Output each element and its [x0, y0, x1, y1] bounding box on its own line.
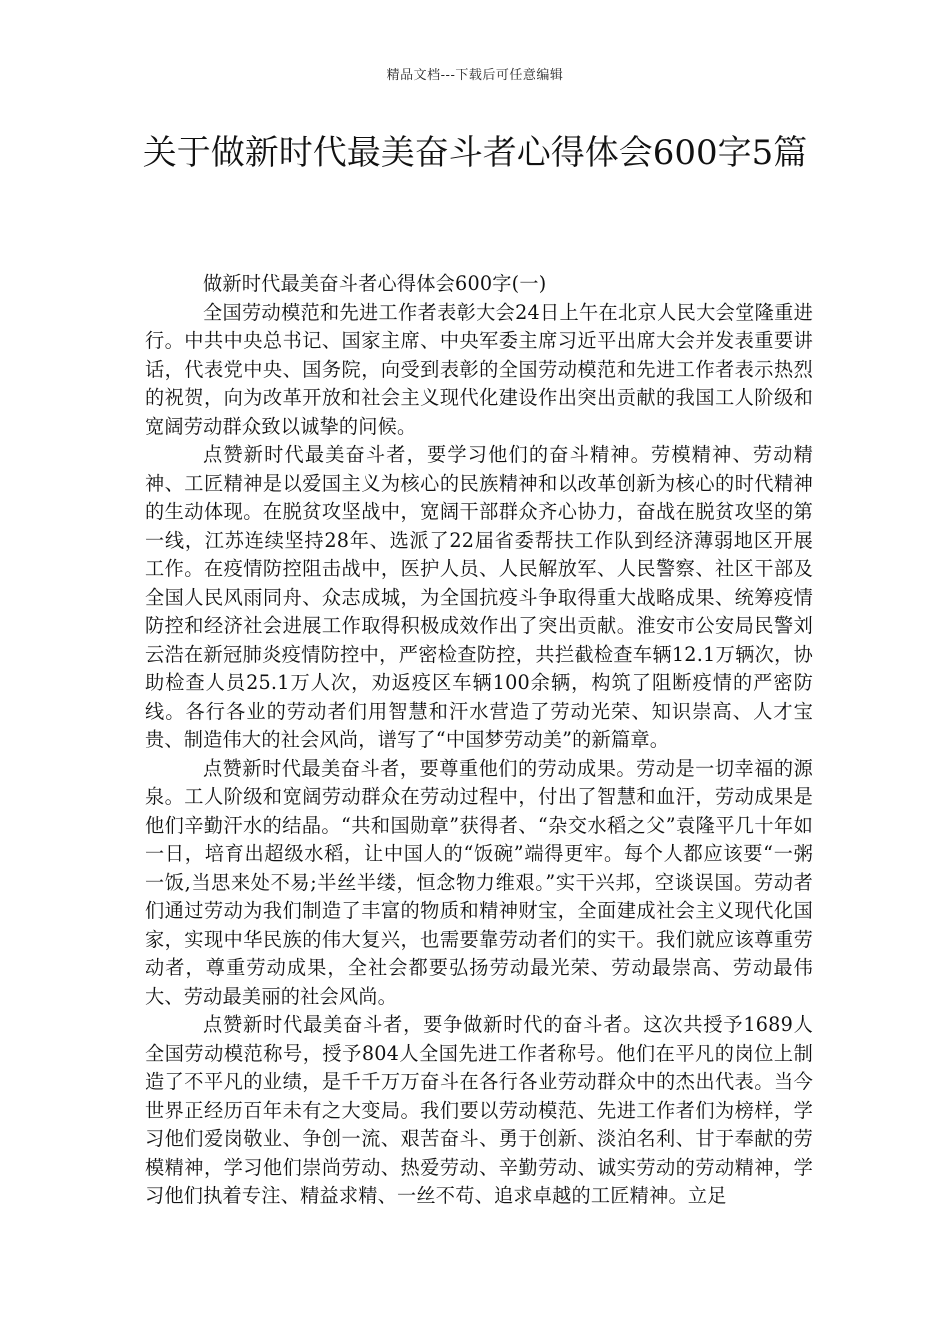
body-paragraph: 点赞新时代最美奋斗者，要学习他们的奋斗精神。劳模精神、劳动精神、工匠精神是以爱国主义为核心的民族精神和以改革创新为核心的时代精神的生动体现。在脱贫攻坚战中，宽阔干部群众齐心协力，奋战在脱贫攻坚的第一线，江苏连续坚持28年、选派了22届省委帮扶工作队到经济薄弱地区开展工作。在疫情防控阻击战中，医护人员、人民解放军、人民警察、社区干部及全国人民风雨同舟、众志成城，为全国抗疫斗争取得重大战略成果、统筹疫情防控和经济社会进展工作取得积极成效作出了突出贡献。淮安市公安局民警刘云浩在新冠肺炎疫情防控中，严密检查防控，共拦截检查车辆12.1万辆次，协助检查人员25.1万人次，劝返疫区车辆100余辆，构筑了阻断疫情的严密防线。各行各业的劳动者们用智慧和汗水营造了劳动光荣、知识崇高、人才宝贵、制造伟大的社会风尚，谱写了“中国梦劳动美”的新篇章。	[145, 443, 813, 751]
document-title: 关于做新时代最美奋斗者心得体会600字5篇	[142, 133, 808, 173]
section-heading: 做新时代最美奋斗者心得体会600字(一)	[203, 272, 547, 295]
document-body	[145, 270, 813, 1211]
body-paragraph: 点赞新时代最美奋斗者，要尊重他们的劳动成果。劳动是一切幸福的源泉。工人阶级和宽阔劳动群众在劳动过程中，付出了智慧和血汗，劳动成果是他们辛勤汗水的结晶。“共和国勋章”获得者、“杂交水稻之父”袁隆平几十年如一日，培育出超级水稻，让中国人的“饭碗”端得更牢。每个人都应该要“一粥一饭,当思来处不易;半丝半缕，恒念物力维艰。”实干兴邦，空谈误国。劳动者们通过劳动为我们制造了丰富的物质和精神财宝，全面建成社会主义现代化国家，实现中华民族的伟大复兴，也需要靠劳动者们的实干。我们就应该尊重劳动者，尊重劳动成果，全社会都要弘扬劳动最光荣、劳动最崇高、劳动最伟大、劳动最美丽的社会风尚。	[145, 756, 813, 1008]
body-paragraph: 点赞新时代最美奋斗者，要争做新时代的奋斗者。这次共授予1689人全国劳动模范称号，授予804人全国先进工作者称号。他们在平凡的岗位上制造了不平凡的业绩，是千千万万奋斗在各行各业劳动群众中的杰出代表。当今世界正经历百年未有之大变局。我们要以劳动模范、先进工作者们为榜样，学习他们爱岗敬业、争创一流、艰苦奋斗、勇于创新、淡泊名利、甘于奉献的劳模精神，学习他们崇尚劳动、热爱劳动、辛勤劳动、诚实劳动的劳动精神，学习他们执着专注、精益求精、一丝不苟、追求卓越的工匠精神。立足	[145, 1013, 813, 1207]
body-paragraph: 全国劳动模范和先进工作者表彰大会24日上午在北京人民大会堂隆重进行。中共中央总书记、国家主席、中央军委主席习近平出席大会并发表重要讲话，代表党中央、国务院，向受到表彰的全国劳动模范和先进工作者表示热烈的祝贺，向为改革开放和社会主义现代化建设作出突出贡献的我国工人阶级和宽阔劳动群众致以诚挚的问候。	[145, 300, 813, 438]
header-note: 精品文档---下载后可任意编辑	[386, 68, 564, 83]
